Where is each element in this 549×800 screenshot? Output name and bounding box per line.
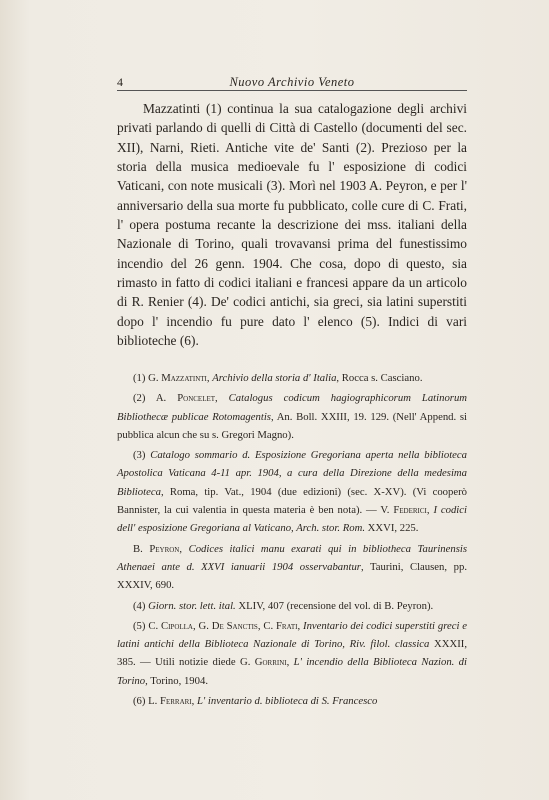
footnote-text: Poncelet (177, 392, 216, 405)
footnote-text: De Sanctis (211, 619, 258, 632)
footnote-number: (3) (133, 449, 151, 462)
footnote-text: , Rocca s. Casciano. (336, 372, 423, 384)
page-number: 4 (117, 75, 123, 89)
footnote-text: A. (155, 392, 178, 405)
footnote-text: Federici (393, 504, 427, 517)
footnote-text: , G. (192, 619, 212, 632)
footnote-text: Cipolla (160, 619, 193, 632)
footnote (117, 446, 467, 537)
footnote-text: Frati (275, 619, 298, 632)
footnote-text: , (286, 656, 294, 669)
footnote-text: , (191, 695, 197, 708)
footnote-text: XXXII, 385. — Utili notizie diede G. (117, 638, 467, 669)
footnote-text: Gorrini (254, 656, 287, 669)
footnote-number: (2) (133, 392, 156, 405)
footnote-text: Inventario dei codici superstiti greci e latini antichi della Biblioteca Nazionale di Torino, Riv. filol. classica (117, 619, 468, 651)
footnote-text: L' inventario d. biblioteca di S. Francesco (196, 695, 378, 708)
footnote-text: , An. Boll. XXIII, 19. 129. (Nell' Append. si pubblica alcun che su s. Gregori Magno). (117, 410, 467, 441)
footnote-text: , (215, 392, 229, 405)
footnote-text: L. (148, 695, 161, 708)
footnote-text: L' incendio della Biblioteca Nazion. di Torino (117, 656, 467, 687)
footnote (117, 369, 467, 387)
footnote (117, 389, 467, 444)
footnote (117, 540, 467, 595)
footnote-text: Mazzatinti (161, 372, 207, 384)
footnote-text: , (426, 504, 434, 517)
footnote-text: Codices italici manu exarati qui in bibliotheca Taurinensis Athenaei ante d. XXVI ianuarii 1904 osservabantur (117, 542, 468, 573)
footnote-text: , (179, 542, 189, 555)
header-rule (117, 90, 467, 91)
footnote-text: G. (148, 372, 162, 384)
footnote-number: (4) (133, 599, 149, 612)
footnote-text: , Taurini, Clausen, pp. XXXIV, 690. (117, 560, 467, 592)
footnote-text: , (297, 619, 304, 632)
running-title: Nuovo Archivio Veneto (229, 75, 355, 89)
footnote-text: Ferrari (160, 695, 192, 708)
footnote-number: (1) (133, 372, 149, 384)
footnote (117, 617, 467, 690)
footnote-text: XXVI, 225. (365, 522, 419, 535)
footnote-text: Archivio della storia d' Italia (212, 372, 337, 384)
footnote-text: I codici dell' esposizione Gregoriana al Vaticano, Arch. stor. Rom. (117, 504, 467, 535)
footnote-number: (6) (133, 695, 149, 708)
footnote-text: Catalogo sommario d. Esposizione Gregoriana aperta nella biblioteca Apostolica Vaticana 4-11 apr. 1904, a cura della Direzione della medesima Biblioteca (117, 449, 467, 498)
page-header (117, 75, 467, 91)
footnote (117, 597, 467, 615)
footnote-text: Peyron (149, 542, 180, 555)
footnote-text: , (206, 372, 213, 384)
footnote-text: , Roma, tip. Vat., 1904 (due edizioni) (sec. X-XV). (Vi cooperò Bannister, la cui valentia in questa materia è ben nota). — V. (117, 485, 467, 517)
footnote-text: Catalogus codicum hagiographicorum Latinorum Bibliothecæ publicae Rotomagentis (117, 392, 468, 423)
footnotes (117, 369, 467, 712)
footnote-text: XLIV, 407 (recensione del vol. di B. Peyron). (235, 599, 434, 612)
footnote-number: (5) (133, 619, 149, 632)
footnote-text: C. (148, 619, 161, 632)
footnote (117, 692, 467, 710)
footnote-text: , C. (257, 619, 276, 632)
body-paragraph: Mazzatinti (1) continua la sua catalogazione degli archivi privati parlando di quelli di Città di Castello (documenti del sec. XII), Narni, Rieti. Antiche vite de' Santi (2). Prezioso per la storia della musica medioevale fu l' esposizione di codici Vaticani, con note musicali (3). Morì nel 1903 A. Peyron, e per l' anniversario della sua morte fu pubblicato, colle cure di C. Frati, l' opera postuma recante la descrizione dei mss. italiani della Nazionale di Torino, quali trovavansi prima del funestissimo incendio del 26 genn. 1904. Che cosa, dopo di questo, sia rimasto in fatto di codici italiani e francesi appare da un articolo di R. Renier (4). De' codici antichi, sia greci, sia latini superstiti dopo l' incendio fu pure dato l' elenco (5). Indici di vari biblioteche (6). (117, 101, 467, 349)
footnote-text: , Torino, 1904. (145, 674, 209, 687)
footnote-text: B. (133, 542, 150, 555)
footnote-text: Giorn. stor. lett. ital. (148, 599, 236, 612)
